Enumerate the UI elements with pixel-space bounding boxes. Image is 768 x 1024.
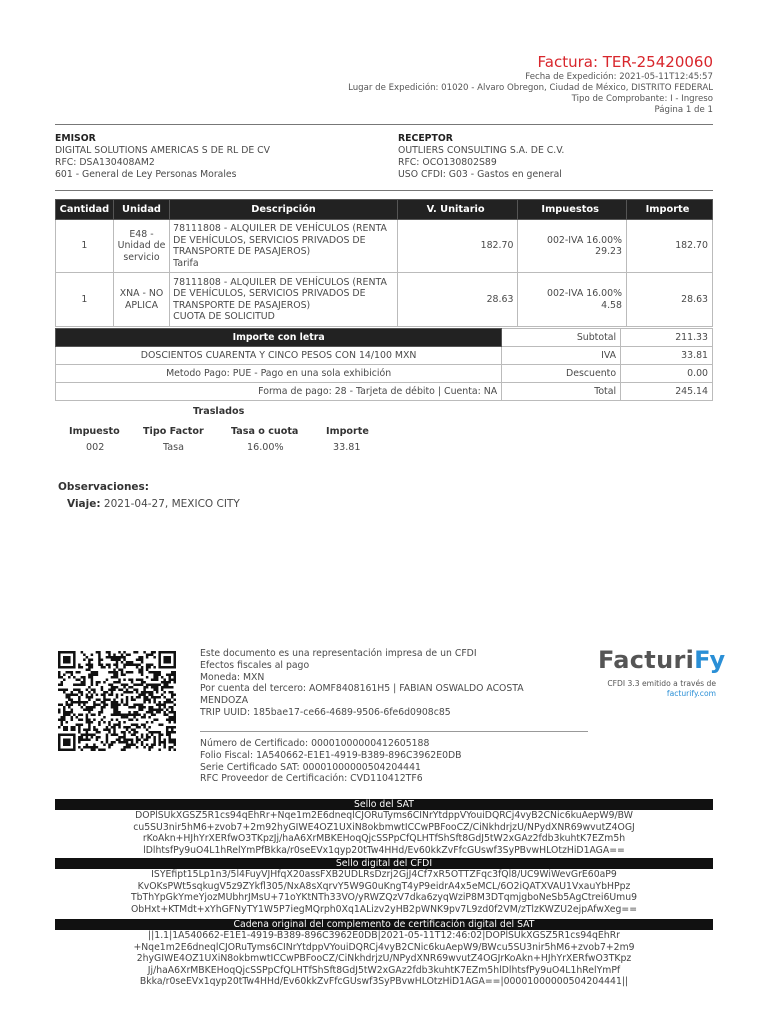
row-unitario: 182.70 <box>397 220 518 273</box>
totals-row <box>56 329 713 347</box>
seal-line: ||1.1|1A540662-E1E1-4919-B389-896C3962E0DB|2021-05-11T12:46:02|DOPlSUkXGSZ5R1cs94qEhRr <box>148 930 620 941</box>
certificate-number: Número de Certificado: 00001000000412605188 <box>200 738 430 749</box>
seal-line: lDlhtsfPy9uO4L1hRelYmPfBkka/r0seEVx1qyp20tTw4HHd/Ev60kkZvFfcGUswf3SyPBvwHLOtzHiD1AGA== <box>143 844 625 856</box>
iva-label: IVA <box>502 347 621 365</box>
row-unitario: 28.63 <box>397 273 518 327</box>
transfers-value-tipo-factor: Tasa <box>163 442 185 453</box>
row-unidad: E48 - Unidad de servicio <box>113 220 169 273</box>
discount-label: Descuento <box>502 365 621 383</box>
transfers-header-tasa: Tasa o cuota <box>231 426 299 437</box>
transfers-title: Traslados <box>193 406 245 417</box>
row-descripcion: 78111808 - ALQUILER DE VEHÍCULOS (RENTA DE VEHÍCULOS, SERVICIOS PRIVADOS DE TRANSPORTE DE PASAJEROS) <box>173 223 387 257</box>
row-detalle: Tarifa <box>173 257 199 269</box>
row-descripcion-cell <box>170 220 398 273</box>
invoice-header <box>348 52 713 116</box>
logo-text-main: Facturi <box>598 646 695 674</box>
row-descripcion-cell <box>170 273 398 327</box>
row-impuesto-monto: 4.58 <box>601 299 622 311</box>
seal-line: 2hyGIWE4OZ1UXiN8okbmwtICCwPBFooCZ/CiNkhdrjzU/NPydXNR69wvutZ4OGJrKoAkn+HJhYrXERfwO3TKpz <box>136 953 632 965</box>
items-header-row <box>56 200 713 220</box>
brand-link[interactable]: facturify.com <box>666 689 716 698</box>
payment-form: Forma de pago: 28 - Tarjeta de débito | Cuenta: NA <box>56 383 502 401</box>
sat-seal-label: Sello del SAT <box>55 799 713 810</box>
receiver-block <box>398 133 564 181</box>
subtotal-label: Subtotal <box>502 329 621 347</box>
cfdi-seal-block <box>55 858 713 915</box>
sat-seal-text <box>55 810 713 856</box>
qr-code-icon <box>58 651 176 751</box>
seal-line: TbThYpGkYmeYjozMUbhrJMsU+71oYKtNTh33VO/yRWZQzV7dka6zyqWziP8M3DTqmjgboNeSb5AgCtrei6Umu9 <box>130 892 638 904</box>
facturify-logo <box>598 646 726 674</box>
issue-place: Lugar de Expedición: 01020 - Alvaro Obregon, Ciudad de México, DISTRITO FEDERAL <box>348 83 713 93</box>
original-chain-text <box>55 930 713 988</box>
seal-line: ObHxt+KTMdt+xYhGFNyTY1W5P7iegMQrph0Xq1ALizv2yHB2pWNK9pv7L9zd0f2VM/zTlzKWZU2ejpAfwXeg== <box>130 903 638 915</box>
row-cantidad: 1 <box>56 273 114 327</box>
row-impuestos-cell <box>518 273 627 327</box>
seal-line: +Nqe1m2E6dneqlCJORuTyms6CINrYtdppVYouiDQRCj4vyB2CNic6kuAepW9/BWcu5SU3nir5hM6+zvob7+2m9 <box>133 941 635 953</box>
sat-certificate-serial: Serie Certificado SAT: 00001000000504204441 <box>200 761 421 773</box>
page-number: Página 1 de 1 <box>654 105 713 115</box>
issuer-rfc: RFC: DSA130408AM2 <box>55 157 155 168</box>
trip-label: Viaje: <box>67 498 101 510</box>
issuer-regime: 601 - General de Ley Personas Morales <box>55 169 237 180</box>
row-importe: 28.63 <box>626 273 712 327</box>
observations-title: Observaciones: <box>58 481 150 493</box>
header-divider <box>55 124 713 125</box>
total-label: Total <box>502 383 621 401</box>
seal-line: ISYEfipt15Lp1n3/5l4FuyVJHfqX20assFXB2UDLRsDzrj2GjJ4Cf7xR5OTTZFqc3fQl8/UC9WiWevGrE60aP9 <box>151 869 617 880</box>
row-impuesto-tipo: 002-IVA 16.00% <box>546 288 622 299</box>
col-header-importe: Importe <box>626 200 712 220</box>
brand-note: CFDI 3.3 emitido a través de <box>607 679 716 688</box>
original-chain-label: Cadena original del complemento de certificación digital del SAT <box>55 919 713 930</box>
col-header-unitario: V. Unitario <box>397 200 518 220</box>
transfers-header-importe: Importe <box>326 426 369 437</box>
trip-line <box>67 498 240 510</box>
fiscal-folio: Folio Fiscal: 1A540662-E1E1-4919-B389-896C3962E0DB <box>200 749 462 761</box>
legal-line: Por cuenta del tercero: AOMF8408161H5 | FABIAN OSWALDO ACOSTA <box>200 683 524 695</box>
row-importe: 182.70 <box>626 220 712 273</box>
certification-provider-rfc: RFC Proveedor de Certificación: CVD110412TF6 <box>200 773 423 785</box>
receiver-cfdi-use: USO CFDI: G03 - Gastos en general <box>398 169 562 180</box>
receiver-label: RECEPTOR <box>398 133 453 144</box>
logo-text-accent: Fy <box>694 646 726 674</box>
transfers-value-importe: 33.81 <box>333 442 361 453</box>
seal-line: Bkka/r0seEVx1qyp20tTw4HHd/Ev60kkZvFfcGUswf3SyPBvwHLOtzHiD1AGA==|00001000000504204441|| <box>139 976 629 988</box>
payment-method: Metodo Pago: PUE - Pago en una sola exhibición <box>56 365 502 383</box>
iva-value: 33.81 <box>621 347 713 365</box>
legal-divider <box>200 731 588 732</box>
table-row <box>56 220 713 273</box>
items-table <box>55 199 713 327</box>
issue-date: Fecha de Expedición: 2021-05-11T12:45:57 <box>525 72 713 82</box>
totals-row <box>56 347 713 365</box>
issuer-block <box>55 133 270 181</box>
observations-section <box>58 481 240 510</box>
seal-line: cu5SU3nir5hM6+zvob7+2m92hyGIWE4OZ1UXiN8okbmwtICCwPBFooCZ/CiNkhdrjzU/NPydXNR69wvutZ4OGJ <box>133 821 635 833</box>
seal-line: rKoAkn+HJhYrXERfwO3TKpzJj/haA6XrMBKEHoqQjcSSPpCfQLHTfShSft8GdJ5tW2xGAz2fdb3kuhtK7EZm5h <box>142 833 626 845</box>
sat-seal-block <box>55 799 713 856</box>
row-impuesto-tipo: 002-IVA 16.00% <box>546 234 622 246</box>
transfers-value-impuesto: 002 <box>86 442 105 453</box>
cfdi-seal-label: Sello digital del CFDI <box>55 858 713 869</box>
row-impuesto-monto: 29.23 <box>595 246 622 257</box>
transfers-value-tasa: 16.00% <box>247 442 284 453</box>
issuer-label: EMISOR <box>55 133 96 144</box>
seal-line: KvOKsPWt5sqkugV5z9ZYkfl305/NxA8sXqrvY5W9G0uKngT4yP9eidrA4x5eMCL/6O2iQATXVAU1VxauYbHPpz <box>137 880 631 892</box>
brand-block <box>598 646 726 699</box>
legal-line: Este documento es una representación impresa de un CFDI <box>200 648 477 659</box>
seal-line: Jj/haA6XrMBKEHoqQjcSSPpCfQLHTfShSft8GdJ5tW2xGAz2fdb3kuhtK7EZm5hlDlhtsfPy9uO4L1hRelYmPf <box>147 964 621 976</box>
totals-row <box>56 365 713 383</box>
receiver-rfc: RFC: OCO130802S89 <box>398 157 497 168</box>
issuer-name: DIGITAL SOLUTIONS AMERICAS S DE RL DE CV <box>55 145 271 156</box>
original-chain-block <box>55 919 713 988</box>
seal-line: DOPlSUkXGSZ5R1cs94qEhRr+Nqe1m2E6dneqlCJORuTyms6CINrYtdppVYouiDQRCj4vyB2CNic6kuAepW9/BW <box>135 810 633 821</box>
amount-in-words: DOSCIENTOS CUARENTA Y CINCO PESOS CON 14/100 MXN <box>56 347 502 365</box>
subtotal-value: 211.33 <box>621 329 713 347</box>
transfers-header-impuesto: Impuesto <box>69 426 120 437</box>
transfers-header-tipo-factor: Tipo Factor <box>143 426 204 437</box>
amount-in-words-label: Importe con letra <box>56 329 502 347</box>
col-header-cantidad: Cantidad <box>56 200 114 220</box>
totals-table <box>55 328 713 401</box>
col-header-unidad: Unidad <box>113 200 169 220</box>
voucher-type: Tipo de Comprobante: I - Ingreso <box>571 94 713 104</box>
discount-value: 0.00 <box>621 365 713 383</box>
row-impuestos-cell <box>518 220 627 273</box>
row-cantidad: 1 <box>56 220 114 273</box>
legal-line: Efectos fiscales al pago <box>200 659 310 671</box>
table-row <box>56 273 713 327</box>
invoice-title: Factura: TER-25420060 <box>537 53 713 71</box>
cfdi-seal-text <box>55 869 713 915</box>
legal-notice <box>200 648 540 719</box>
parties-divider <box>55 190 713 191</box>
row-detalle: CUOTA DE SOLICITUD <box>173 311 275 322</box>
row-descripcion: 78111808 - ALQUILER DE VEHÍCULOS (RENTA DE VEHÍCULOS, SERVICIOS PRIVADOS DE TRANSPORTE DE PASAJEROS) <box>173 276 387 311</box>
trip-value: 2021-04-27, MEXICO CITY <box>103 498 240 510</box>
legal-line: Moneda: MXN <box>200 671 265 683</box>
col-header-descripcion: Descripción <box>170 200 398 220</box>
total-value: 245.14 <box>621 383 713 401</box>
row-unidad: XNA - NO APLICA <box>113 273 169 327</box>
totals-row <box>56 383 713 401</box>
certificate-info <box>200 738 462 785</box>
col-header-impuestos: Impuestos <box>518 200 627 220</box>
legal-line: TRIP UUID: 185bae17-ce66-4689-9506-6fe6d0908c85 <box>200 706 451 718</box>
legal-line: MENDOZA <box>200 695 249 707</box>
receiver-name: OUTLIERS CONSULTING S.A. DE C.V. <box>398 145 565 156</box>
